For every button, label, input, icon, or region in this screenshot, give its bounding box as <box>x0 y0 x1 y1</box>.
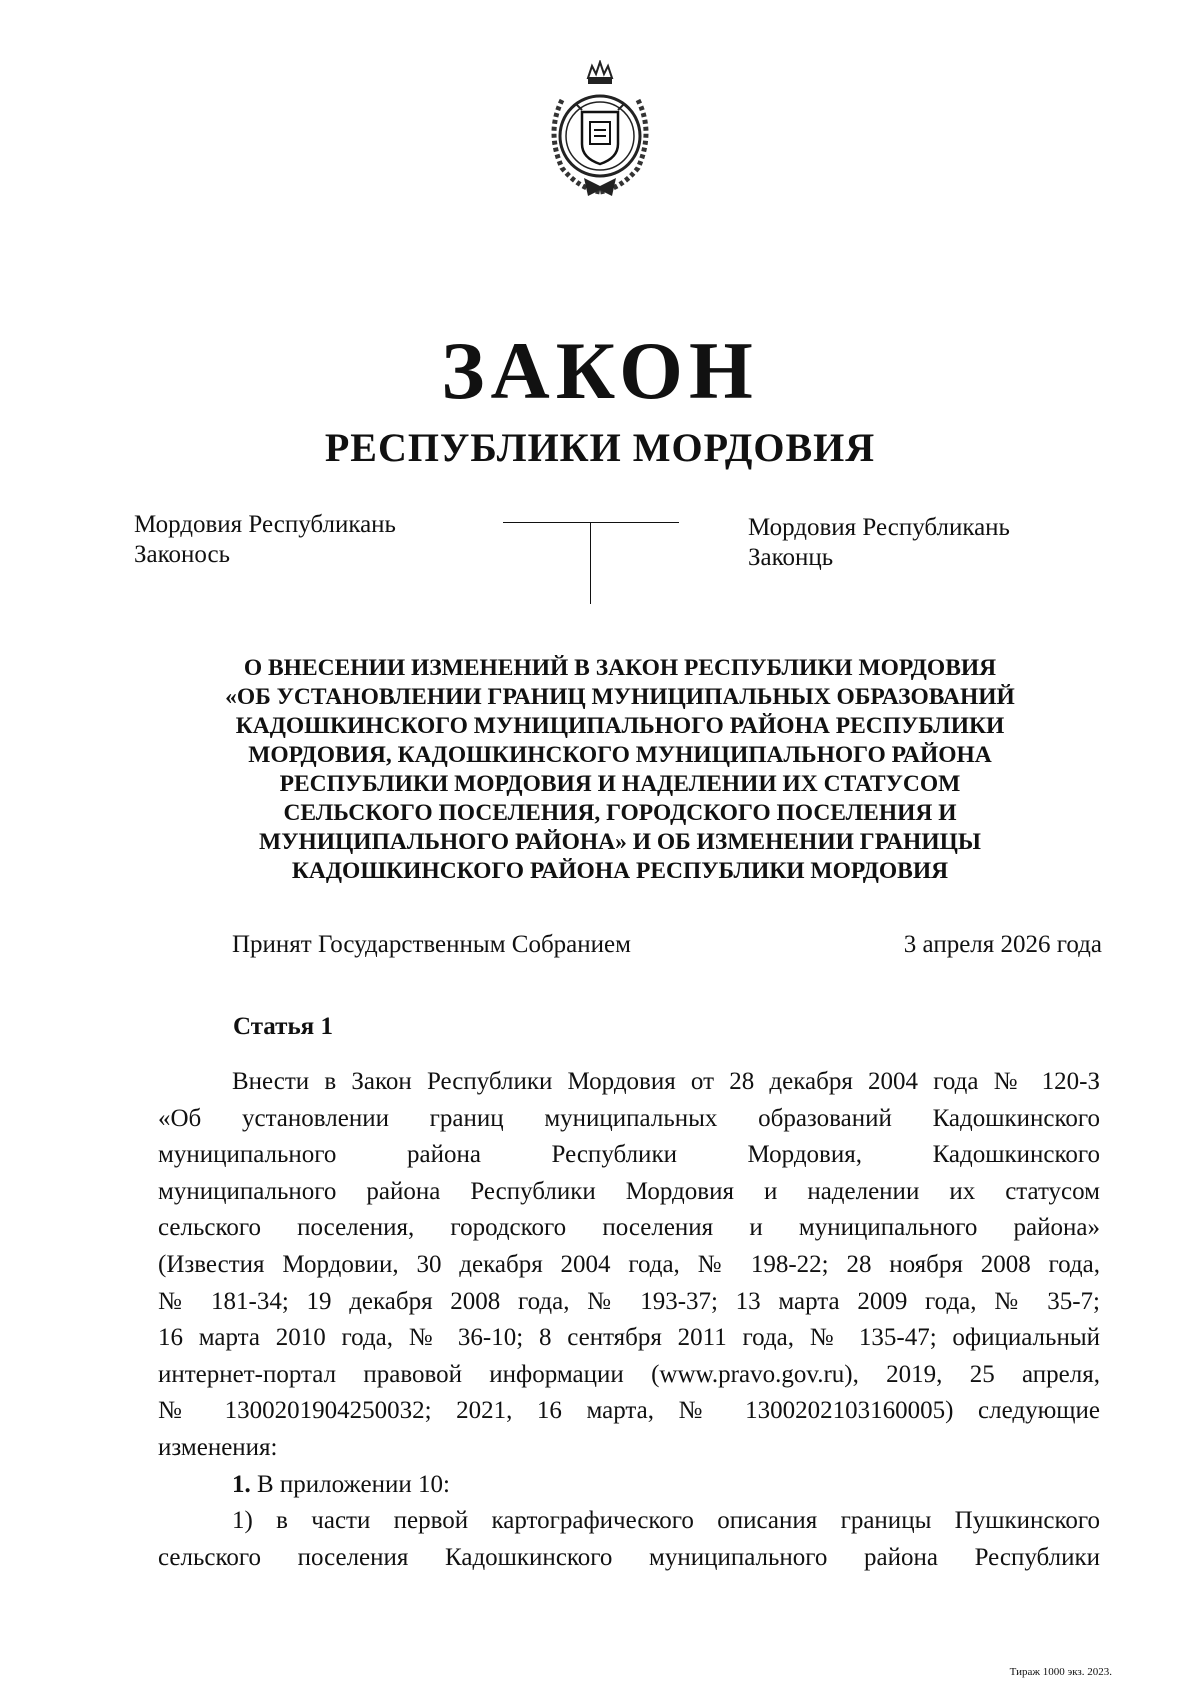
paragraph-line: изменения: <box>158 1433 278 1461</box>
moksha-title-line: Мордовия Республикань <box>134 511 396 538</box>
law-title: ЗАКОН <box>441 325 759 416</box>
paragraph-line: 16 марта 2010 года, № 36-10; 8 сентября 2011 года, № 135-47; официальный <box>158 1324 1100 1352</box>
subitem-line: сельского поселения Кадошкинского муниципального района Республики <box>158 1543 1100 1571</box>
article-title: Статья 1 <box>233 1013 333 1040</box>
heading-line: СЕЛЬСКОГО ПОСЕЛЕНИЯ, ГОРОДСКОГО ПОСЕЛЕНИЯ И <box>283 800 957 826</box>
paragraph-line: Внести в Закон Республики Мордовия от 28 декабря 2004 года № 120-З <box>232 1068 1100 1095</box>
heading-line: О ВНЕСЕНИИ ИЗМЕНЕНИЙ В ЗАКОН РЕСПУБЛИКИ МОРДОВИЯ <box>243 655 997 681</box>
moksha-title-line: Законось <box>134 541 230 568</box>
erzya-title-line: Мордовия Республикань <box>748 514 1010 541</box>
paragraph-line: сельского поселения, городского поселения и муниципального района» <box>158 1214 1100 1242</box>
title-divider-vertical <box>590 522 591 604</box>
paragraph-line: (Известия Мордовии, 30 декабря 2004 года, № 198-22; 28 ноября 2008 года, <box>158 1250 1100 1278</box>
article-body <box>158 1064 1100 1576</box>
item-1-number: 1. <box>232 1470 251 1498</box>
paragraph-line: интернет-портал правовой информации (www.pravo.gov.ru), 2019, 25 апреля, <box>158 1360 1100 1388</box>
heading-line: «ОБ УСТАНОВЛЕНИИ ГРАНИЦ МУНИЦИПАЛЬНЫХ ОБРАЗОВАНИЙ <box>225 684 1015 710</box>
erzya-title-line: Законць <box>748 544 834 571</box>
paragraph-line: муниципального района Республики Мордовия и наделении их статусом <box>158 1177 1100 1205</box>
emblem-icon <box>532 60 668 200</box>
circulation-note: Тираж 1000 экз. 2023. <box>1009 1666 1112 1678</box>
document-heading <box>200 654 1040 886</box>
item-1-text: В приложении 10: <box>257 1470 450 1498</box>
title-divider-horizontal <box>503 522 679 523</box>
heading-line: РЕСПУБЛИКИ МОРДОВИЯ И НАДЕЛЕНИИ ИХ СТАТУСОМ <box>279 771 961 797</box>
law-subtitle: РЕСПУБЛИКИ МОРДОВИЯ <box>324 425 876 470</box>
subitem-line: 1) в части первой картографического описания границы Пушкинского <box>232 1507 1100 1535</box>
adoption-date: 3 апреля 2026 года <box>903 931 1102 958</box>
item-1 <box>158 1467 1100 1504</box>
adopted-by: Принят Государственным Собранием <box>232 931 631 958</box>
heading-line: МОРДОВИЯ, КАДОШКИНСКОГО МУНИЦИПАЛЬНОГО РАЙОНА <box>248 742 992 768</box>
heading-line: МУНИЦИПАЛЬНОГО РАЙОНА» И ОБ ИЗМЕНЕНИИ ГРАНИЦЫ <box>259 829 981 855</box>
moksha-title <box>134 510 396 570</box>
paragraph-line: № 181-34; 19 декабря 2008 года, № 193-37; 13 марта 2009 года, № 35-7; <box>158 1287 1100 1315</box>
heading-line: КАДОШКИНСКОГО МУНИЦИПАЛЬНОГО РАЙОНА РЕСПУБЛИКИ <box>235 713 1005 739</box>
paragraph-line: муниципального района Республики Мордовия, Кадошкинского <box>158 1141 1100 1169</box>
paragraph-line: «Об установлении границ муниципальных образований Кадошкинского <box>158 1104 1100 1132</box>
heading-line: КАДОШКИНСКОГО РАЙОНА РЕСПУБЛИКИ МОРДОВИЯ <box>291 858 949 884</box>
paragraph-line: № 1300201904250032; 2021, 16 марта, № 1300202103160005) следующие <box>158 1397 1100 1425</box>
erzya-title <box>748 513 1010 573</box>
